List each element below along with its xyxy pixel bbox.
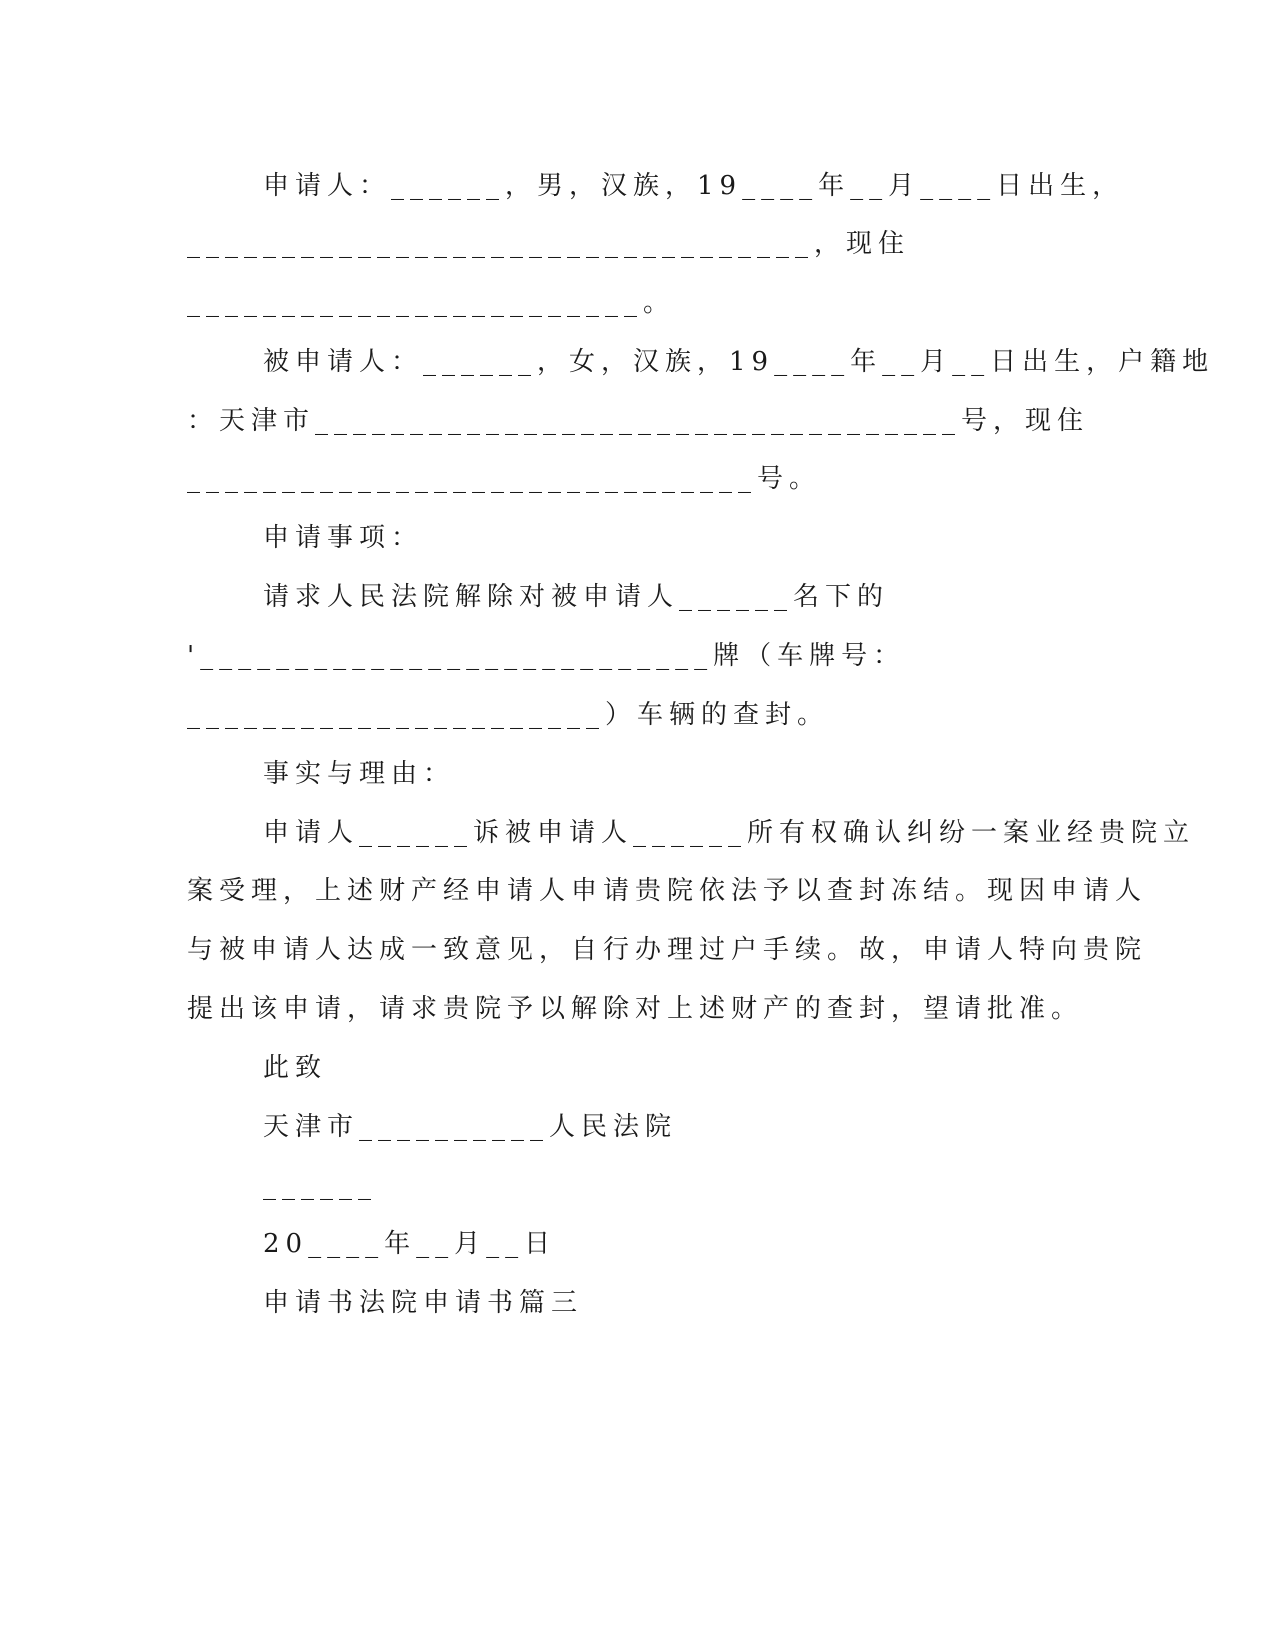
respondent-line-2: ：天津市__________________________________号，现住	[187, 406, 1090, 436]
closing-salutation: 此致	[263, 1053, 328, 1083]
next-section-title: 申请书法院申请书篇三	[263, 1288, 584, 1318]
signature-line: ______	[263, 1171, 377, 1201]
respondent-line-1: 被申请人：______，女，汉族，19____年__月__日出生，户籍地	[263, 347, 1215, 377]
facts-line-4: 提出该申请，请求贵院予以解除对上述财产的查封，望请批准。	[187, 994, 1084, 1024]
respondent-line-3: ______________________________号。	[187, 464, 822, 494]
applicant-line-3: ________________________。	[187, 288, 676, 318]
date-line: 20____年__月__日	[263, 1229, 557, 1259]
facts-line-1: 申请人______诉被申请人______所有权确认纠纷一案业经贵院立	[263, 818, 1196, 848]
section-heading-facts: 事实与理由：	[263, 759, 456, 789]
request-line-1: 请求人民法院解除对被申请人______名下的	[263, 582, 890, 612]
request-line-2: '___________________________牌（车牌号：	[187, 641, 906, 671]
applicant-line-1: 申请人：______，男，汉族，19____年__月____日出生，	[263, 171, 1125, 201]
facts-line-3: 与被申请人达成一致意见，自行办理过户手续。故，申请人特向贵院	[187, 935, 1148, 965]
section-heading-request: 申请事项：	[263, 523, 424, 553]
applicant-line-2: _________________________________，现住	[187, 229, 911, 259]
facts-line-2: 案受理，上述财产经申请人申请贵院依法予以查封冻结。现因申请人	[187, 876, 1148, 906]
request-line-3: ______________________）车辆的查封。	[187, 700, 830, 730]
court-name-line: 天津市__________人民法院	[263, 1112, 678, 1142]
